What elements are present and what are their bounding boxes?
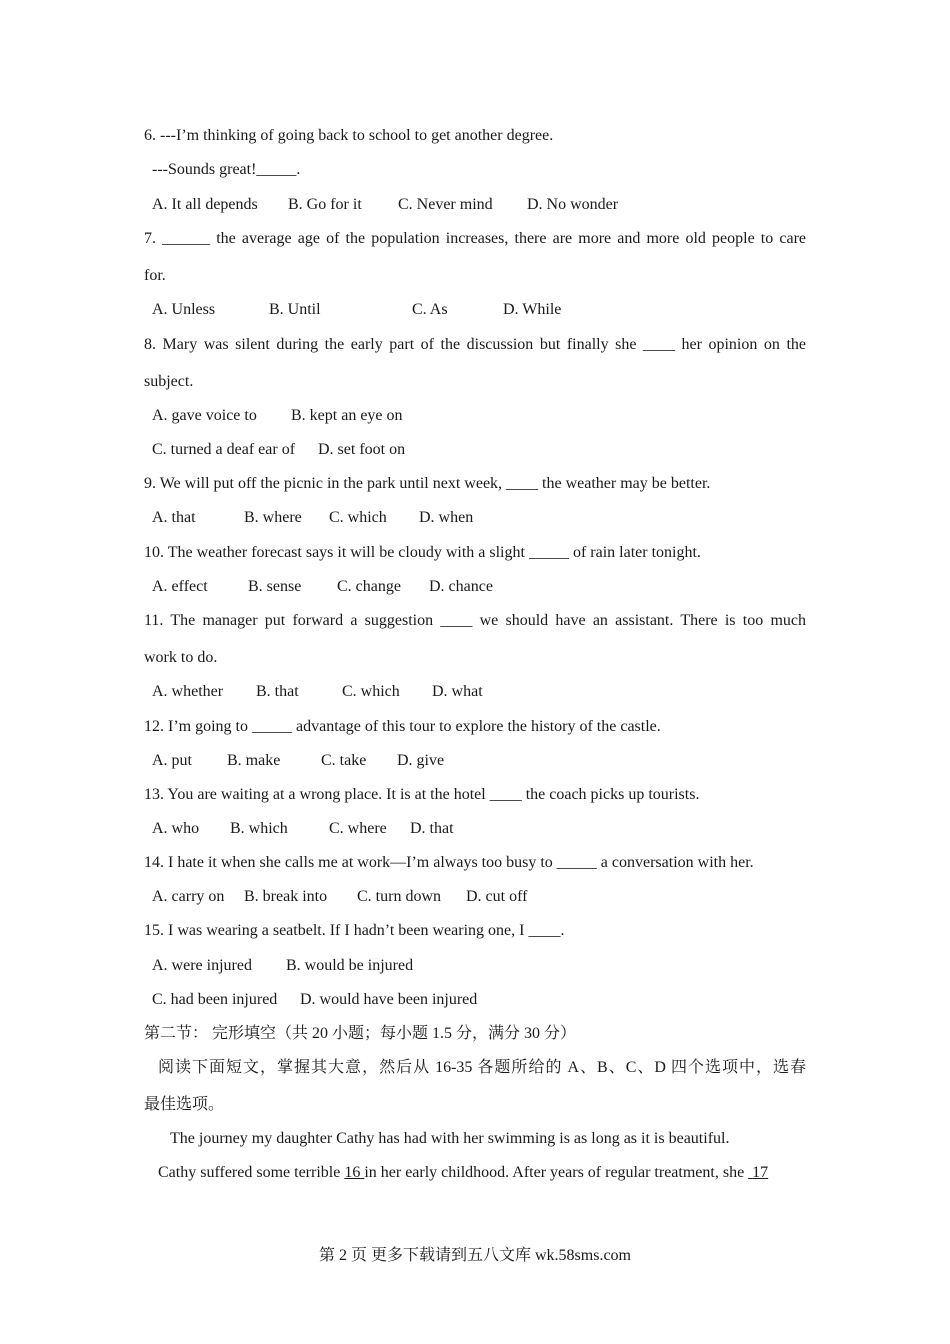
blank-16-number: 16 xyxy=(344,1164,361,1181)
question-7-stem-cont: for. xyxy=(144,267,166,284)
q10-option-c: C. change xyxy=(337,578,401,595)
q11-option-c: C. which xyxy=(342,683,400,700)
passage-paragraph-2 xyxy=(158,1163,806,1183)
q15-option-a: A. were injured xyxy=(152,957,252,974)
question-7-stem: 7. ______ the average age of the population increases, there are more and more old people to care xyxy=(144,230,806,247)
question-14-stem: 14. I hate it when she calls me at work—I’m always too busy to _____ a conversation with her. xyxy=(144,854,754,871)
question-10-stem: 10. The weather forecast says it will be cloudy with a slight _____ of rain later tonight. xyxy=(144,544,701,561)
question-9-stem: 9. We will put off the picnic in the park until next week, ____ the weather may be better. xyxy=(144,475,711,492)
q9-option-c: C. which xyxy=(329,509,387,526)
page-footer: 第 2 页 更多下载请到五八文库 wk.58sms.com xyxy=(318,1247,631,1264)
question-8-stem: 8. Mary was silent during the early part of the discussion but finally she ____ her opinion on the xyxy=(144,336,806,353)
q9-option-a: A. that xyxy=(152,509,196,526)
question-8-stem-cont: subject. xyxy=(144,373,194,390)
q10-option-a: A. effect xyxy=(152,578,208,595)
passage-paragraph-1: The journey my daughter Cathy has had with her swimming is as long as it is beautiful. xyxy=(170,1130,730,1147)
q6-option-a: A. It all depends xyxy=(152,196,258,213)
q6-option-d: D. No wonder xyxy=(527,196,619,213)
q9-option-b: B. where xyxy=(244,509,302,526)
q14-option-b: B. break into xyxy=(244,888,328,905)
q14-option-d: D. cut off xyxy=(466,888,528,905)
question-11-stem-cont: work to do. xyxy=(144,649,218,666)
q6-option-b: B. Go for it xyxy=(288,196,362,213)
q11-option-d: D. what xyxy=(432,683,483,700)
q13-option-b: B. which xyxy=(230,820,288,837)
q7-option-b: B. Until xyxy=(269,301,321,318)
q15-option-c: C. had been injured xyxy=(152,991,278,1008)
q10-option-d: D. chance xyxy=(429,578,493,595)
section-2-heading: 第二节： 完形填空（共 20 小题；每小题 1.5 分，满分 30 分） xyxy=(144,1025,577,1042)
q6-option-c: C. Never mind xyxy=(398,196,493,213)
q12-option-d: D. give xyxy=(397,752,445,769)
passage-text: in her early childhood. After years of regular treatment, she xyxy=(364,1164,749,1181)
question-13-stem: 13. You are waiting at a wrong place. It is at the hotel ____ the coach picks up tourists. xyxy=(144,786,700,803)
q10-option-b: B. sense xyxy=(248,578,302,595)
q7-option-c: C. As xyxy=(412,301,448,318)
q8-option-c: C. turned a deaf ear of xyxy=(152,441,296,458)
section-2-instruction-cont: 最佳选项。 xyxy=(144,1096,225,1113)
q13-option-a: A. who xyxy=(152,820,200,837)
q15-option-b: B. would be injured xyxy=(286,957,414,974)
q11-option-b: B. that xyxy=(256,683,299,700)
q15-option-d: D. would have been injured xyxy=(300,991,478,1008)
q13-option-c: C. where xyxy=(329,820,387,837)
q14-option-c: C. turn down xyxy=(357,888,441,905)
q12-option-c: C. take xyxy=(321,752,367,769)
question-11-stem: 11. The manager put forward a suggestion ____ we should have an assistant. There is too much xyxy=(144,612,806,629)
q11-option-a: A. whether xyxy=(152,683,224,700)
q7-option-a: A. Unless xyxy=(152,301,216,318)
q8-option-a: A. gave voice to xyxy=(152,407,257,424)
blank-17 xyxy=(748,1164,768,1181)
question-6-stem: 6. ---I’m thinking of going back to school to get another degree. xyxy=(144,127,554,144)
blank-16 xyxy=(344,1164,364,1181)
q12-option-b: B. make xyxy=(227,752,281,769)
q12-option-a: A. put xyxy=(152,752,192,769)
q7-option-d: D. While xyxy=(503,301,562,318)
q9-option-d: D. when xyxy=(419,509,474,526)
question-12-stem: 12. I’m going to _____ advantage of this tour to explore the history of the castle. xyxy=(144,718,661,735)
q13-option-d: D. that xyxy=(410,820,454,837)
q14-option-a: A. carry on xyxy=(152,888,225,905)
question-6-reply: ---Sounds great!_____. xyxy=(152,161,301,178)
question-15-stem: 15. I was wearing a seatbelt. If I hadn’t been wearing one, I ____. xyxy=(144,922,565,939)
q8-option-b: B. kept an eye on xyxy=(291,407,403,424)
section-2-instruction: 阅读下面短文，掌握其大意，然后从 16-35 各题所给的 A、B、C、D 四个选项中，选春 xyxy=(158,1059,806,1076)
passage-text: Cathy suffered some terrible xyxy=(158,1164,345,1181)
blank-17-number: 17 xyxy=(752,1164,769,1181)
q8-option-d: D. set foot on xyxy=(318,441,406,458)
